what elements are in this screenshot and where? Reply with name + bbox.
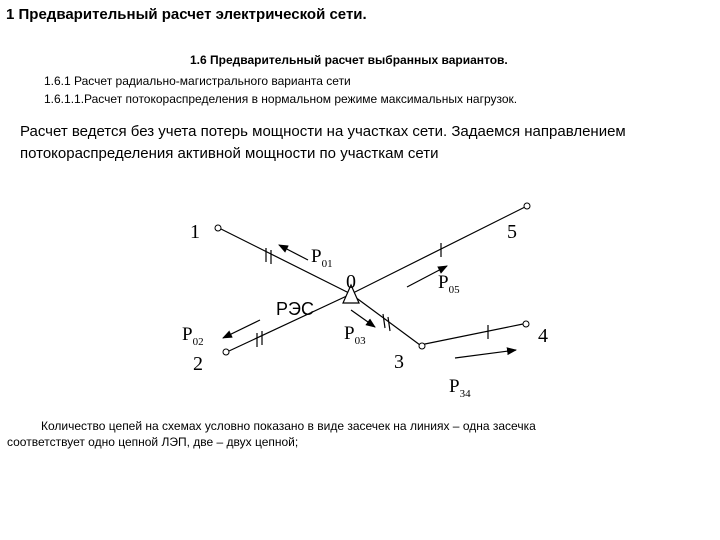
note-line-1: Количество цепей на схемах условно показано в виде засечек на линиях – одна засечка	[41, 419, 536, 433]
line-3-4	[420, 324, 523, 345]
tick-0-3-a	[383, 314, 385, 328]
note-line-2: соответствует одно цепной ЛЭП, две – двух цепной;	[7, 435, 299, 449]
subsection-title-1: 1.6.1 Расчет радиально-магистрального варианта сети	[44, 74, 351, 88]
flow-label-p05: $P_{05}$	[438, 272, 460, 296]
flow-label-p03: $P_{03}$	[344, 323, 366, 347]
page-title: 1 Предварительный расчет электрической сети.	[6, 6, 367, 23]
node-5-label: 5	[507, 221, 517, 243]
section-title: 1.6 Предварительный расчет выбранных вариантов.	[190, 53, 508, 67]
note-paragraph	[7, 418, 536, 450]
node-5-marker	[524, 203, 530, 209]
node-2-label: 2	[193, 353, 203, 375]
flow-arrow-34	[455, 350, 516, 358]
node-2-marker	[223, 349, 229, 355]
flow-label-p02: $P_{02}$	[182, 324, 204, 348]
flow-label-p01: $P_{01}$	[311, 246, 333, 270]
flow-label-p34: $P_{34}$	[449, 376, 471, 400]
node-0-label: 0	[346, 271, 356, 293]
node-1-marker	[215, 225, 221, 231]
node-1-label: 1	[190, 221, 200, 243]
source-label: РЭС	[276, 299, 314, 319]
node-3-marker	[419, 343, 425, 349]
intro-line-2: потокораспределения активной мощности по участкам сети	[20, 145, 439, 162]
node-4-marker	[523, 321, 529, 327]
tick-0-3-b	[388, 317, 390, 331]
intro-line-1: Расчет ведется без учета потерь мощности на участках сети. Задаемся направлением	[20, 123, 626, 140]
flow-arrow-03	[351, 310, 375, 327]
flow-arrow-01	[279, 245, 308, 260]
flow-arrow-02	[223, 320, 260, 338]
node-4-label: 4	[538, 325, 548, 347]
subsection-title-2: 1.6.1.1.Расчет потокораспределения в нормальном режиме максимальных нагрузок.	[44, 92, 518, 106]
node-3-label: 3	[394, 351, 404, 373]
